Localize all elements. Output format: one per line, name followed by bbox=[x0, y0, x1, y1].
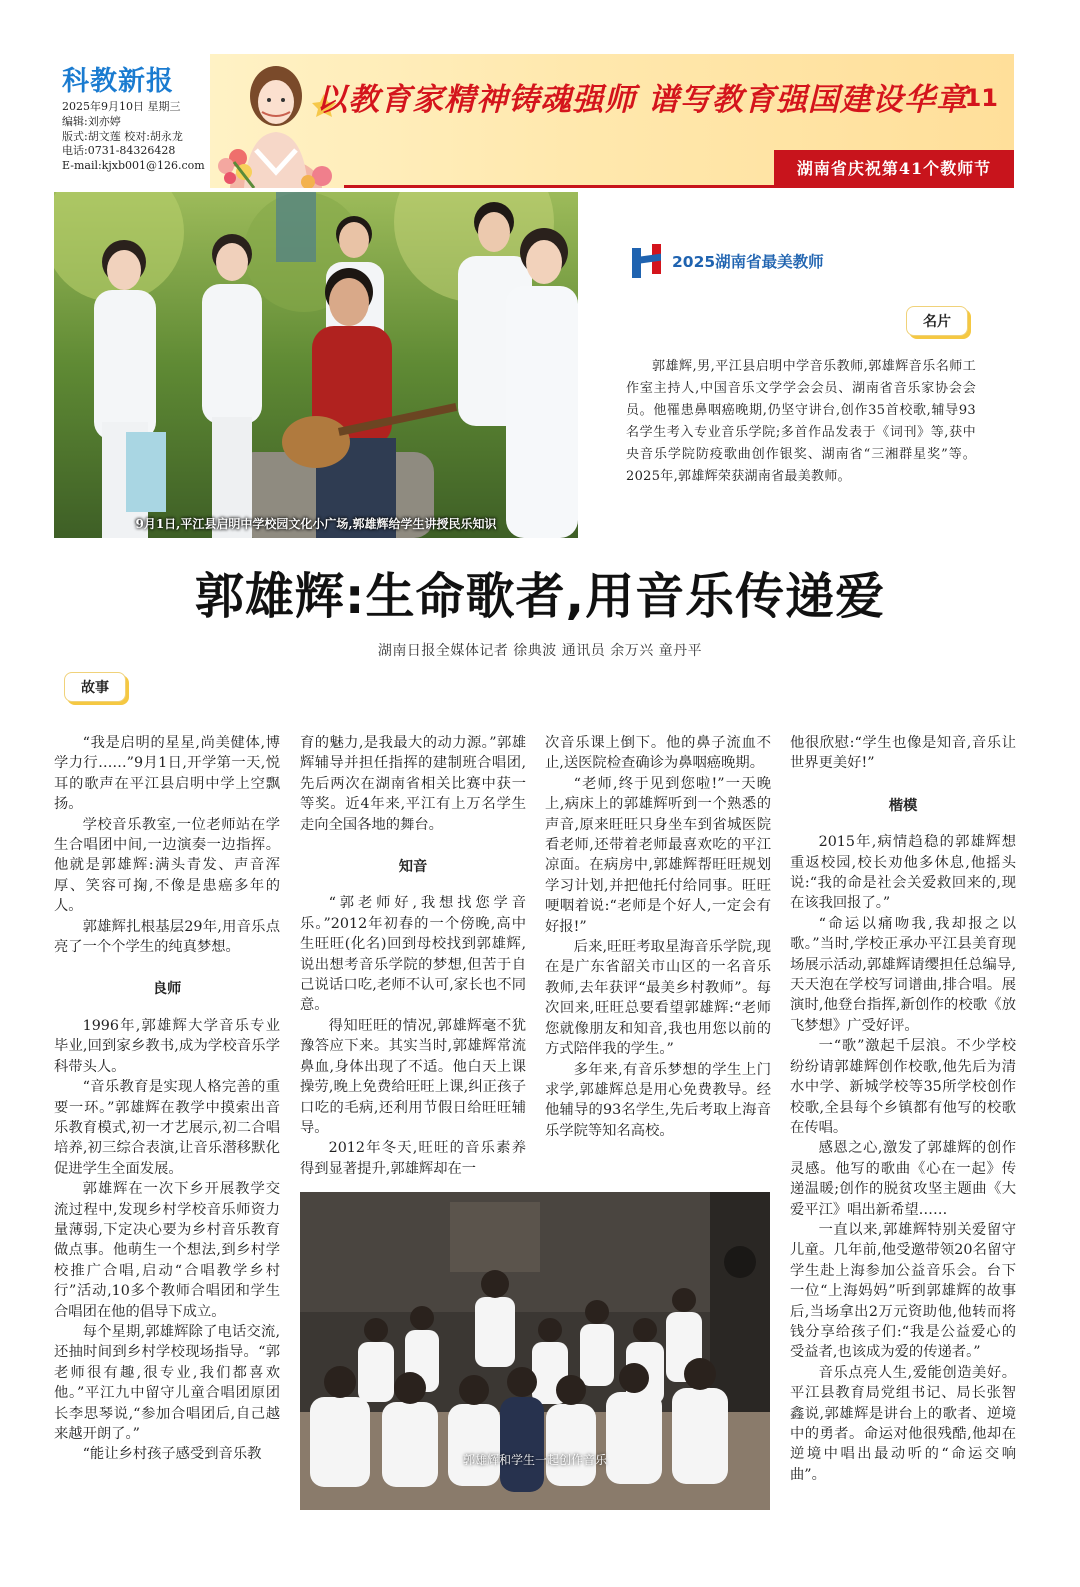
article-column-3 bbox=[545, 733, 771, 1141]
paragraph: “我是启明的星星,尚美健体,博学力行……”9月1日,开学第一天,悦耳的歌声在平江县启明中学上空飘扬。 bbox=[54, 735, 280, 813]
article-headline: 郭雄辉:生命歌者,用音乐传递爱 bbox=[194, 568, 886, 625]
paragraph: 2012年冬天,旺旺的音乐素养得到显著提升,郭雄辉却在一 bbox=[300, 1140, 526, 1177]
email-line: E-mail:kjxb001@126.com bbox=[62, 159, 205, 173]
paragraph: 2015年,病情趋稳的郭雄辉想重返校园,校长劝他多休息,他摇头说:“我的命是社会关爱救回来的,现在该我回报了。” bbox=[790, 834, 1016, 912]
article-column-4 bbox=[790, 733, 1016, 1485]
phone-line: 电话:0731-84326428 bbox=[62, 144, 176, 158]
paragraph: 郭雄辉扎根基层29年,用音乐点亮了一个个学生的纯真梦想。 bbox=[54, 918, 280, 956]
paragraph: 后来,旺旺考取星海音乐学院,现在是广东省韶关市山区的一名音乐教师,去年获评“最美乡村教师”。每次回来,旺旺总要看望郭雄辉:“老师您就像朋友和知音,我也用您以前的方式陪伴我的学生。” bbox=[545, 939, 771, 1058]
article-byline: 湖南日报全媒体记者 徐典波 通讯员 余万兴 童丹平 bbox=[377, 643, 703, 659]
masthead bbox=[54, 54, 1014, 188]
issue-meta bbox=[62, 100, 205, 174]
paragraph: 感恩之心,激发了郭雄辉的创作灵感。他写的歌曲《心在一起》传递温暖;创作的脱贫攻坚主题曲《大爱平江》唱出新希望…… bbox=[790, 1140, 1016, 1218]
paragraph: 得知旺旺的情况,郭雄辉毫不犹豫答应下来。其实当时,郭雄辉常流鼻血,身体出现了不适。他白天上课操劳,晚上免费给旺旺上课,纠正孩子口吃的毛病,还利用节假日给旺旺辅导。 bbox=[300, 1017, 526, 1136]
newspaper-name: 科教新报 bbox=[62, 66, 174, 97]
masthead-info bbox=[54, 54, 210, 188]
paragraph: 郭雄辉在一次下乡开展教学交流过程中,发现乡村学校音乐师资力量薄弱,下定决心要为乡村音乐教育做点事。他萌生一个想法,到乡村学校推广合唱,启动“合唱教学乡村行”活动,10多个教师合唱团和学生合唱团在他的倡导下成立。 bbox=[54, 1181, 280, 1320]
top-photo bbox=[54, 192, 578, 538]
award-logo bbox=[630, 242, 890, 280]
paragraph: “音乐教育是实现人格完善的重要一环。”郭雄辉在教学中摸索出音乐教育模式,初一才艺展示,初二合唱培养,初三综合表演,让音乐潜移默化促进学生全面发展。 bbox=[54, 1079, 280, 1177]
paragraph: 一“歌”激起千层浪。不少学校纷纷请郭雄辉创作校歌,他先后为清水中学、新城学校等35所学校创作校歌,全县每个乡镇都有他写的校歌在传唱。 bbox=[790, 1038, 1016, 1136]
card-tag: 名片 bbox=[906, 306, 968, 336]
paragraph: 他很欣慰:“学生也像是知音,音乐让世界更美好!” bbox=[790, 735, 1016, 772]
photo-teacher-with-students bbox=[54, 192, 578, 538]
article-column-1 bbox=[54, 733, 280, 1465]
top-photo-caption: 9月1日,平江县启明中学校园文化小广场,郭雄辉给学生讲授民乐知识 bbox=[135, 517, 497, 531]
section-heading-zhiyin: 知音 bbox=[398, 859, 428, 876]
award-label: 2025湖南省最美教师 bbox=[672, 253, 824, 271]
story-tag: 故事 bbox=[64, 672, 126, 702]
paragraph: 音乐点亮人生,爱能创造美好。平江县教育局党组书记、局长张智鑫说,郭雄辉是讲台上的歌者、逆境中的勇者。命运对他很残酷,他却在逆境中唱出最动听的“命运交响曲”。 bbox=[790, 1364, 1016, 1483]
paragraph: “命运以痛吻我,我却报之以歌。”当时,学校正承办平江县美育现场展示活动,郭雄辉请缨担任总编导,天天泡在学校写词谱曲,排合唱。展演时,他登台指挥,新创作的校歌《放飞梦想》广受好评。 bbox=[790, 915, 1016, 1034]
paragraph: “郭老师好,我想找您学音乐。”2012年初春的一个傍晚,高中生旺旺(化名)回到母校找到郭雄辉,说出想考音乐学院的梦想,但苦于自己说话口吃,老师不认可,家长也不同意。 bbox=[300, 895, 526, 1014]
paragraph: 学校音乐教室,一位老师站在学生合唱团中间,一边演奏一边指挥。他就是郭雄辉:满头青发、声音浑厚、笑容可掬,不像是患癌多年的人。 bbox=[54, 816, 280, 915]
profile-card-text: 郭雄辉,男,平江县启明中学音乐教师,郭雄辉音乐名师工作室主持人,中国音乐文学学会会员、湖南省音乐家协会会员。他罹患鼻咽癌晚期,仍坚守讲台,创作35首校歌,辅导93名学生考入专业音乐学院;多首作品发表于《词刊》等,获中央音乐学院防疫歌曲创作银奖、湖南省“三湘群星奖”等。2025年,郭雄辉荣获湖南省最美教师。 bbox=[626, 359, 976, 484]
section-heading-kaimo: 楷模 bbox=[888, 797, 918, 814]
paragraph: 育的魅力,是我最大的动力源。”郭雄辉辅导并担任指挥的建制班合唱团,先后两次在湖南省相关比赛中获一等奖。近4年来,平江有上万名学生走向全国各地的舞台。 bbox=[300, 735, 526, 833]
award-h-logo-icon bbox=[630, 242, 666, 280]
issue-date: 2025年9月10日 星期三 bbox=[62, 100, 181, 113]
section-heading-liangshi: 良师 bbox=[152, 981, 182, 998]
paragraph: 1996年,郭雄辉大学音乐专业毕业,回到家乡教书,成为学校音乐学科带头人。 bbox=[54, 1017, 280, 1075]
slogan: 以教育家精神铸魂强师 谱写教育强国建设华章 bbox=[316, 82, 968, 118]
article-column-2 bbox=[300, 733, 526, 1179]
editor-line: 编辑:刘亦婷 bbox=[62, 114, 121, 128]
bottom-photo bbox=[300, 1192, 770, 1510]
bottom-photo-caption: 郭雄辉和学生一起创作音乐 bbox=[462, 1453, 607, 1467]
paragraph: “能让乡村孩子感受到音乐教 bbox=[82, 1446, 262, 1463]
paragraph: “老师,终于见到您啦!”一天晚上,病床上的郭雄辉听到一个熟悉的声音,原来旺旺只身坐车到省城医院看老师,还带着老师最喜欢吃的平江凉面。在病房中,郭雄辉帮旺旺规划学习计划,并把他托付给同事。旺旺哽咽着说:“老师是个好人,一定会有好报!” bbox=[545, 775, 771, 935]
paragraph: 次音乐课上倒下。他的鼻子流血不止,送医院检查确诊为鼻咽癌晚期。 bbox=[545, 735, 771, 772]
paragraph: 多年来,有音乐梦想的学生上门求学,郭雄辉总是用心免费教导。经他辅导的93名学生,先后考取上海音乐学院等知名高校。 bbox=[545, 1061, 771, 1139]
page-number: 11 bbox=[964, 84, 998, 112]
paragraph: 每个星期,郭雄辉除了电话交流,还抽时间到乡村学校现场指导。“郭老师很有趣,很专业,我们都喜欢他。”平江九中留守儿童合唱团原团长李思琴说,“参加合唱团后,自己越来越开朗了。” bbox=[54, 1323, 280, 1442]
layout-line: 版式:胡文莲 校对:胡永龙 bbox=[62, 129, 183, 143]
masthead-rule bbox=[344, 185, 774, 188]
paragraph: 一直以来,郭雄辉特别关爱留守儿童。几年前,他受邀带领20名留守学生赴上海参加公益音乐会。台下一位“上海妈妈”听到郭雄辉的故事后,当场拿出2万元资助他,他转而将钱分享给孩子们:“我是公益爱心的受益者,也该成为爱的传递者。” bbox=[790, 1221, 1016, 1361]
festival-banner: 湖南省庆祝第41个教师节 bbox=[774, 150, 1014, 188]
